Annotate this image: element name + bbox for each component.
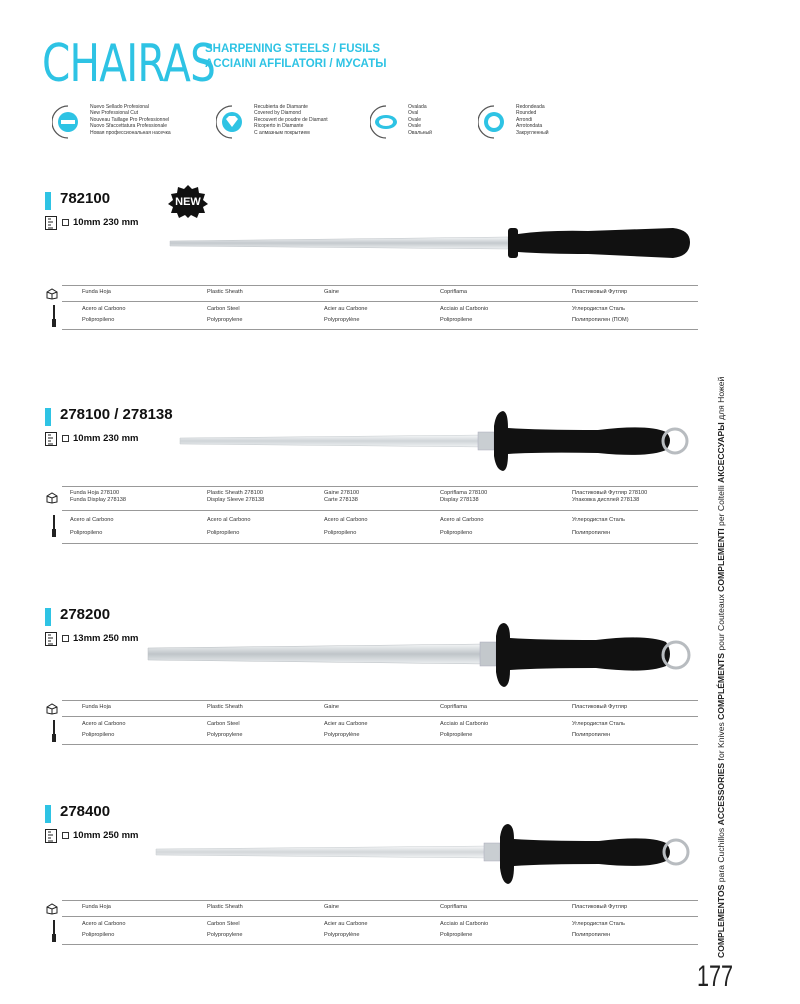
page-number: 177 — [697, 960, 734, 993]
feature-text: New Professional Cut — [90, 110, 139, 117]
feature-text: Oval — [408, 110, 419, 117]
spec-cell: Funda Hoja 278100 — [70, 490, 120, 496]
side-label-bold: АКСЕССУАРЫ — [716, 422, 726, 483]
round-section-icon — [478, 104, 510, 140]
side-category-label — [716, 358, 726, 958]
product-code: 782100 — [60, 190, 111, 207]
side-label-text: для Ножей — [716, 376, 726, 423]
spec-cell: Polipropileno — [207, 530, 240, 536]
spec-cell: Polipropileno — [82, 932, 115, 938]
divider — [62, 285, 698, 286]
spec-cell: Polypropylène — [324, 317, 360, 323]
spec-cell: Copriflama — [440, 704, 468, 710]
side-label-bold: ACCESSORIES — [716, 762, 726, 826]
spec-cell: Polypropylene — [207, 317, 243, 323]
spec-cell: Полипропилен — [572, 530, 611, 536]
dimensions-text: 10mm 250 mm — [73, 830, 139, 841]
divider — [62, 301, 698, 302]
page-title: CHAIRAS — [42, 34, 216, 94]
feature-text: Закругленный — [516, 129, 549, 136]
spec-cell: Plastic Sheath — [207, 904, 243, 910]
feature-diamond — [216, 104, 346, 152]
feature-text: Arrotondata — [516, 123, 543, 130]
diameter-icon — [62, 832, 69, 839]
spec-cell: Carbon Steel — [207, 306, 240, 312]
spec-cell: Acero al Carbono — [82, 306, 126, 312]
side-label-bold: COMPLEMENTI — [716, 528, 726, 592]
new-badge-label: NEW — [175, 196, 201, 208]
spec-cell: Polipropileno — [440, 530, 473, 536]
side-label-bold: COMPLEMENTOS — [716, 884, 726, 958]
ruler-icon — [45, 216, 57, 230]
sheath-icon — [46, 703, 58, 715]
spec-cell: Gaine — [324, 904, 339, 910]
spec-cell: Gaine 278100 — [324, 490, 360, 496]
spec-cell: Gaine — [324, 289, 339, 295]
spec-cell: Acero al Carbono — [440, 517, 484, 523]
divider — [62, 700, 698, 701]
spec-cell: Acero al Carbono — [207, 517, 251, 523]
spec-cell: Polypropylene — [207, 732, 243, 738]
ruler-icon — [45, 432, 57, 446]
spec-cell: Display Sleeve 278138 — [207, 497, 265, 503]
side-label-text: para Cuchillos — [716, 825, 726, 885]
feature-text: Nuevo Sellado Profesional — [90, 104, 149, 110]
feature-text: Recouvert de poudre de Diamant — [254, 116, 328, 123]
spec-cell: Polypropylène — [324, 732, 360, 738]
feature-text: Ovalada — [408, 104, 427, 110]
spec-cell: Plastic Sheath — [207, 289, 243, 295]
spec-cell: Acero al Carbono — [70, 517, 114, 523]
spec-cell: Funda Display 278138 — [70, 497, 126, 503]
spec-cell: Plastic Sheath — [207, 704, 243, 710]
new-badge — [165, 184, 211, 218]
feature-text: С алмазным покрытием — [254, 129, 310, 136]
spec-cell: Funda Hoja — [82, 289, 111, 295]
product-code: 278400 — [60, 803, 111, 820]
subtitle-line-1: SHARPENING STEELS / FUSILS — [205, 43, 381, 55]
professional-sheath-icon — [52, 104, 84, 140]
divider — [62, 916, 698, 917]
diameter-icon — [62, 435, 69, 442]
spec-cell: Polipropileno — [70, 530, 103, 536]
spec-cell: Углеродистая Сталь — [572, 721, 625, 727]
feature-text: Ricoperto in Diamante — [254, 123, 304, 130]
spec-cell: Funda Hoja — [82, 904, 111, 910]
spec-cell: Пластиковый Футляр — [572, 289, 628, 295]
product-dimensions — [62, 830, 138, 841]
spec-cell: Acero al Carbono — [82, 921, 126, 927]
spec-cell: Acciaio al Carbonio — [440, 721, 489, 727]
spec-cell: Plastic Sheath 278100 — [207, 490, 263, 496]
divider — [62, 900, 698, 901]
spec-cell: Polipropileno — [82, 317, 115, 323]
side-label-text: for Knives — [716, 719, 726, 763]
feature-text: Arrondi — [516, 116, 533, 123]
spec-cell: Acier au Carbone — [324, 921, 368, 927]
accent-bar — [45, 192, 51, 210]
spec-cell: Copriflama — [440, 289, 468, 295]
spec-cell: Carte 278138 — [324, 497, 358, 503]
feature-text: Ovale — [408, 116, 422, 123]
spec-cell: Funda Hoja — [82, 704, 111, 710]
feature-round — [478, 104, 608, 152]
diameter-icon — [62, 219, 69, 226]
spec-cell: Carbon Steel — [207, 721, 240, 727]
knife-material-icon — [52, 720, 56, 742]
spec-cell: Пластиковый Футляр 278100 — [572, 490, 648, 496]
divider — [62, 510, 698, 511]
feature-text: Rounded — [516, 110, 537, 117]
spec-cell: Acier au Carbone — [324, 721, 368, 727]
product-dimensions — [62, 433, 138, 444]
accent-bar — [45, 408, 51, 426]
spec-cell: Polipropileno — [324, 530, 357, 536]
sheath-icon — [46, 288, 58, 300]
divider — [62, 744, 698, 745]
diameter-icon — [62, 635, 69, 642]
feature-legend — [52, 104, 572, 152]
feature-text: Recubierta de Diamante — [254, 104, 308, 110]
spec-cell: Polipropileno — [82, 732, 115, 738]
spec-cell: Полипропилен (ПОМ) — [572, 317, 629, 323]
divider — [62, 944, 698, 945]
spec-cell: Display 278138 — [440, 497, 479, 503]
ruler-icon — [45, 829, 57, 843]
subtitle-line-2: ACCIAINI AFFILATORI / МУСАТЫ — [205, 58, 387, 70]
feature-professional-cut — [52, 104, 182, 152]
spec-cell: Carbon Steel — [207, 921, 240, 927]
dimensions-text: 10mm 230 mm — [73, 433, 139, 444]
sharpening-steel-image — [154, 823, 700, 885]
product-dimensions — [62, 217, 138, 228]
oval-section-icon — [370, 104, 402, 140]
spec-cell: Acero al Carbono — [82, 721, 126, 727]
page-subtitle — [205, 42, 387, 72]
sharpening-steel-image — [178, 410, 700, 472]
product-code: 278200 — [60, 606, 111, 623]
spec-cell: Углеродистая Сталь — [572, 306, 625, 312]
spec-cell: Полипропилен — [572, 732, 611, 738]
knife-material-icon — [52, 305, 56, 327]
spec-cell: Упаковка дисплей 278138 — [572, 497, 640, 503]
spec-cell: Acciaio al Carbonio — [440, 921, 489, 927]
dimensions-text: 10mm 230 mm — [73, 217, 139, 228]
spec-cell: Polypropylène — [324, 932, 360, 938]
side-label-text: per Coltelli — [716, 482, 726, 529]
spec-cell: Пластиковый Футляр — [572, 704, 628, 710]
product-code: 278100 / 278138 — [60, 406, 173, 423]
side-label-text: pour Couteaux — [716, 591, 726, 653]
knife-material-icon — [52, 515, 56, 537]
divider — [62, 543, 698, 544]
sharpening-steel-image — [146, 622, 700, 688]
divider — [62, 329, 698, 330]
spec-cell: Углеродистая Сталь — [572, 517, 625, 523]
spec-cell: Polipropilene — [440, 732, 473, 738]
divider — [62, 486, 698, 487]
feature-text: Ovale — [408, 123, 422, 130]
spec-cell: Polipropilene — [440, 317, 473, 323]
diamond-coating-icon — [216, 104, 248, 140]
spec-cell: Acciaio al Carbonio — [440, 306, 489, 312]
ruler-icon — [45, 632, 57, 646]
product-dimensions — [62, 633, 138, 644]
accent-bar — [45, 608, 51, 626]
spec-cell: Polipropilene — [440, 932, 473, 938]
spec-cell: Gaine — [324, 704, 339, 710]
sheath-icon — [46, 903, 58, 915]
spec-cell: Copriflama 278100 — [440, 490, 488, 496]
divider — [62, 716, 698, 717]
feature-text: Овальный — [408, 129, 432, 136]
side-label-bold: COMPLÉMENTS — [716, 652, 726, 720]
sharpening-steel-image — [168, 222, 698, 272]
feature-text: Covered by Diamond — [254, 110, 301, 117]
feature-text: Nuovo Sfaccettatura Professionale — [90, 123, 167, 130]
spec-cell: Polypropylene — [207, 932, 243, 938]
feature-text: Nouveau Taillage Pro Professionnel — [90, 116, 170, 123]
spec-cell: Acier au Carbone — [324, 306, 368, 312]
accent-bar — [45, 805, 51, 823]
spec-cell: Copriflama — [440, 904, 468, 910]
knife-material-icon — [52, 920, 56, 942]
spec-cell: Полипропилен — [572, 932, 611, 938]
feature-text: Redondeada — [516, 104, 545, 110]
feature-text: Новая профессиональная насечка — [90, 129, 171, 136]
dimensions-text: 13mm 250 mm — [73, 633, 139, 644]
sheath-icon — [46, 492, 58, 504]
spec-cell: Углеродистая Сталь — [572, 921, 625, 927]
spec-cell: Пластиковый Футляр — [572, 904, 628, 910]
spec-cell: Acero al Carbono — [324, 517, 368, 523]
